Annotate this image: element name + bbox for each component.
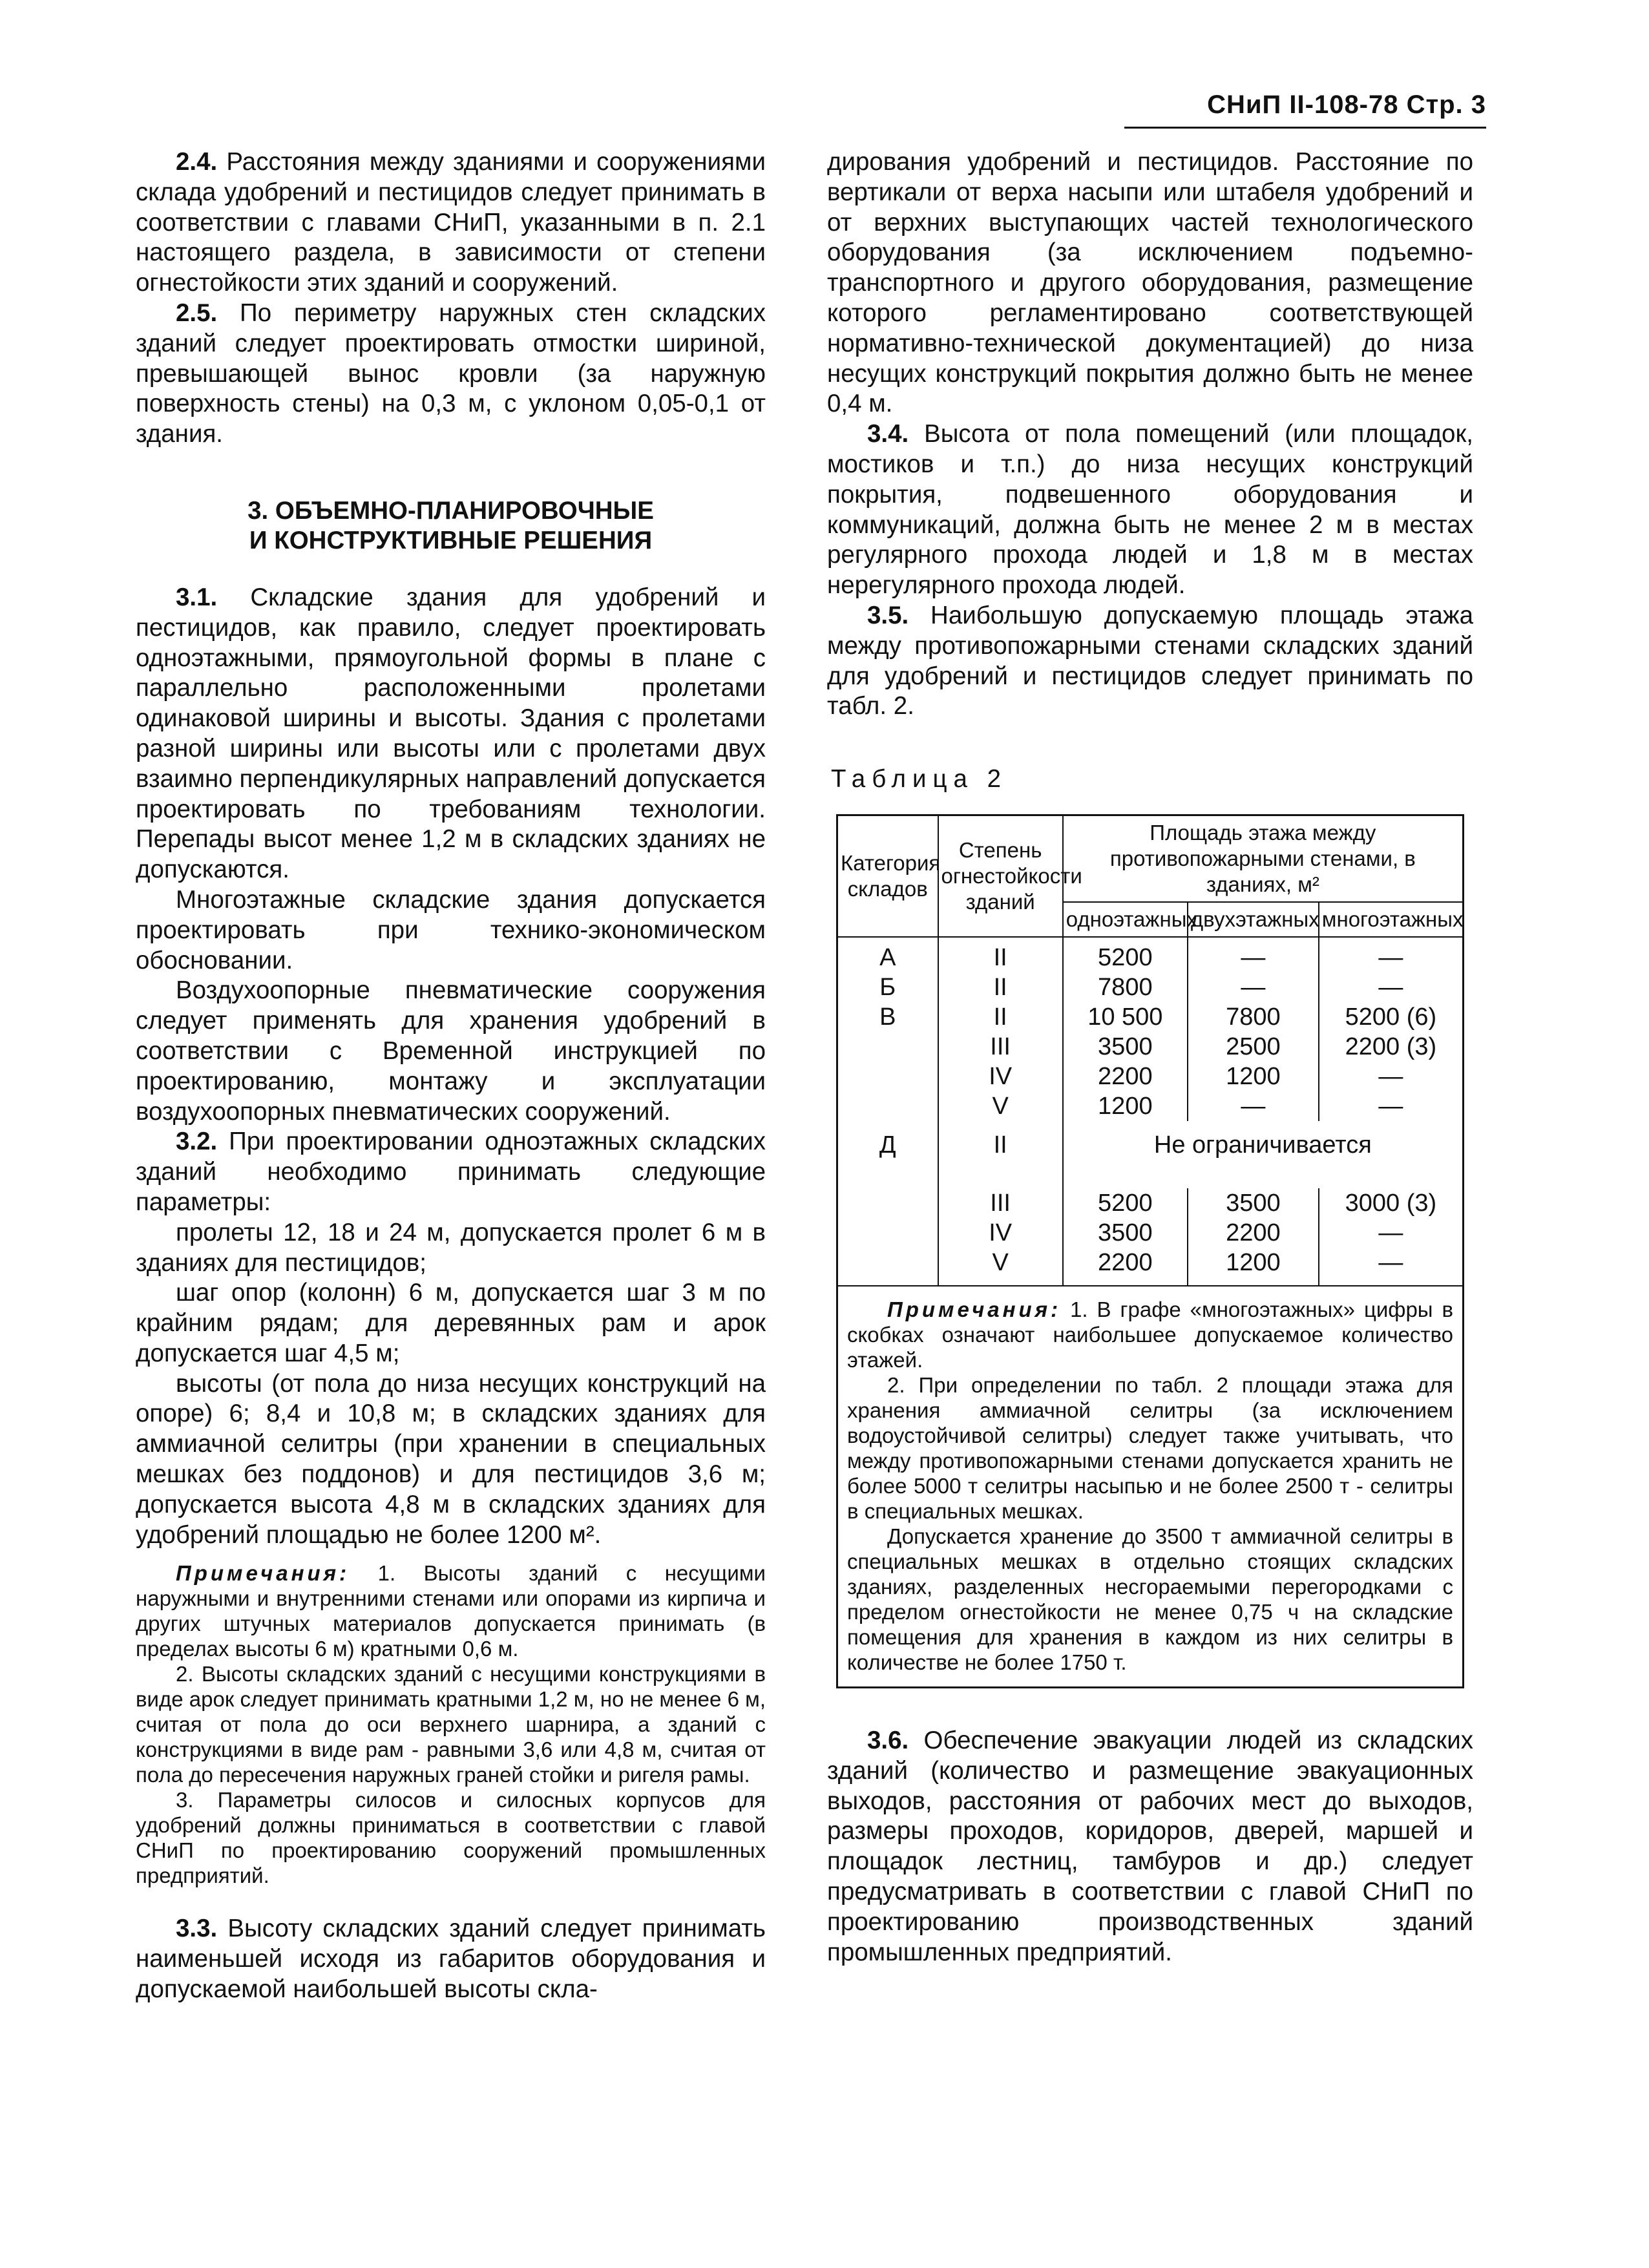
paragraph-text: Расстояния между зданиями и сооружениями склада удобрений и пестицидов следует принимать в соответствии с главами СНиП, указанными в п. 2.1 настоящего раздела, в зависимости от степени огнестойкости этих зданий и сооружений.	[136, 148, 766, 297]
header-multi-storey: многоэтажных	[1319, 902, 1462, 937]
table-cell: 2200	[1063, 1062, 1188, 1091]
section-title	[136, 496, 766, 556]
paragraph-2-5	[136, 299, 766, 450]
page-header: СНиП II-108-78 Стр. 3	[1207, 90, 1486, 119]
table-notes	[838, 1285, 1462, 1686]
table-cell: 10 500	[1063, 1002, 1188, 1032]
paragraph-3-5	[827, 601, 1473, 722]
table-cell	[838, 1248, 938, 1285]
paragraph-number: 3.6.	[867, 1726, 909, 1754]
table-cell	[838, 1188, 938, 1218]
table-cell: 2200	[1188, 1218, 1319, 1248]
paragraph-2-4	[136, 147, 766, 299]
table-cell	[838, 1062, 938, 1091]
table-row	[838, 1188, 1462, 1218]
table-row	[838, 1218, 1462, 1248]
header-fire-resistance: Степень огнестойкости зданий	[938, 816, 1063, 937]
table-cell: IV	[938, 1062, 1063, 1091]
table-cell: —	[1319, 972, 1462, 1002]
right-column	[827, 147, 1473, 1968]
note-1	[136, 1560, 766, 1661]
section-title-line: 3. ОБЪЕМНО-ПЛАНИРОВОЧНЫЕ	[247, 496, 654, 525]
table-cell: II	[938, 1121, 1063, 1160]
table-cell: Д	[879, 1131, 896, 1159]
notes-block	[136, 1560, 766, 1888]
paragraph-text: Обеспечение эвакуации людей из складских зданий (количество и размещение эвакуационных выходов, расстояния от рабочих мест до выходов, размеры проходов, коридоров, дверей, маршей и площадок лестниц, тамбуров и др.) следует предусматривать в соответствии с главой СНиП по проектированию производственных зданий промышленных предприятий.	[827, 1726, 1473, 1966]
paragraph-3-2	[136, 1127, 766, 1217]
paragraph-number: 3.2.	[176, 1128, 218, 1156]
list-item-pitch: шаг опор (колонн) 6 м, допускается шаг 3 м по крайним рядам; для деревянных рам и арок допускается шаг 4,5 м;	[136, 1279, 766, 1367]
table-row	[838, 1121, 1462, 1160]
paragraph-text: Наибольшую допускаемую площадь этажа между противопожарными стенами складских зданий для удобрений и пестицидов следует принимать по табл. 2.	[827, 601, 1473, 720]
paragraph-3-6	[827, 1726, 1473, 1968]
paragraph-number: 2.5.	[176, 299, 218, 327]
table-cell: 3500	[1063, 1218, 1188, 1248]
note-text: 1. В графе «многоэтажных» цифры в скобках означают наибольшее допускаемое количество этажей.	[847, 1297, 1454, 1372]
header-floor-area: Площадь этажа между противопожарными стенами, в зданиях, м²	[1063, 816, 1462, 902]
table-cell: 7800	[1063, 972, 1188, 1002]
paragraph-number: 3.1.	[176, 583, 218, 611]
table-row	[838, 1002, 1462, 1032]
table-cell	[838, 1091, 938, 1121]
table-note-1	[847, 1297, 1453, 1372]
table-note-3: Допускается хранение до 3500 т аммиачной селитры в специальных мешках в отдельно стоящих складских зданиях, разделенных несгораемыми перегородками с пределом огнестойкости не менее 0,75 ч на складские помещения для хранения в каждом из них селитры в количестве не более 1750 т.	[847, 1524, 1453, 1674]
paragraph-number: 3.5.	[867, 601, 909, 629]
paragraph-text: Высота от пола помещений (или площадок, мостиков и т.п.) до низа несущих конструкций покрытия, подвешенного оборудования и коммуникаций, должна быть не менее 2 м в местах регулярного прохода людей и 1,8 м в местах нерегулярного прохода людей.	[827, 420, 1473, 600]
table-cell: 5200	[1063, 1188, 1188, 1218]
table-cell: А	[879, 943, 896, 971]
table-row	[838, 937, 1462, 972]
paragraph-text: При проектировании одноэтажных складских зданий необходимо принимать следующие параметры:	[136, 1128, 766, 1216]
table-cell: 3000 (3)	[1319, 1188, 1462, 1218]
paragraph-text: Высоту складских зданий следует принимать наименьшей исходя из габаритов оборудования и допускаемой наибольшей высоты скла-	[136, 1915, 766, 2004]
table-row	[838, 1091, 1462, 1121]
paragraph-3-1	[136, 583, 766, 885]
table-cell: 5200 (6)	[1319, 1002, 1462, 1032]
table-cell: III	[938, 1032, 1063, 1062]
table-cell: Б	[879, 973, 896, 1001]
table-cell: IV	[938, 1218, 1063, 1248]
header-one-storey: одноэтажных	[1063, 902, 1188, 937]
table-row-spacer	[838, 1160, 1462, 1188]
table-cell: 5200	[1063, 937, 1188, 972]
table-cell: II	[938, 1002, 1063, 1032]
table-cell: III	[938, 1188, 1063, 1218]
floor-area-table	[838, 816, 1462, 1285]
note-text: 1. Высоты зданий с несущими наружными и внутренними стенами или опорами из кирпича и других штучных материалов допускается принимать (в пределах высоты 6 м) кратными 0,6 м.	[136, 1561, 766, 1661]
table-cell	[838, 1218, 938, 1248]
paragraph-number: 3.4.	[867, 420, 909, 448]
table-cell: 2200	[1063, 1248, 1188, 1285]
table-cell-unlimited: Не ограничивается	[1063, 1121, 1462, 1160]
table-cell: 1200	[1063, 1091, 1188, 1121]
paragraph-number: 3.3.	[176, 1915, 218, 1943]
table-caption: Таблица 2	[831, 765, 1008, 793]
note-2: 2. Высоты складских зданий с несущими конструкциями в виде арок следует принимать кратными 1,2 м, но не менее 6 м, считая от пола до оси верхнего шарнира, а зданий с конструкциями в виде рам - равными 3,6 или 4,8 м, считая от пола до пересечения наружных граней стойки и ригеля рамы.	[136, 1662, 766, 1787]
paragraph-3-1-pneumatic: Воздухоопорные пневматические сооружения следует применять для хранения удобрений в соответствии с Временной инструкцией по проектированию, монтажу и эксплуатации воздухоопорных пневматических сооружений.	[136, 976, 766, 1126]
header-two-storey: двухэтажных	[1188, 902, 1319, 937]
paragraph-text: Складские здания для удобрений и пестицидов, как правило, следует проектировать одноэтажными, прямоугольной формы в плане с параллельно расположенными пролетами одинаковой ширины и высоты. Здания с пролетами разной ширины или высоты или с пролетами двух взаимно перпендикулярных направлений допускается проектировать по требованиям технологии. Перепады высот менее 1,2 м в складских зданиях не допускаются.	[136, 583, 766, 884]
notes-label: Примечания:	[887, 1297, 1062, 1321]
paragraph-number: 2.4.	[176, 148, 218, 176]
paragraph-3-1-multistorey: Многоэтажные складские здания допускается проектировать при технико-экономическом обосновании.	[136, 885, 766, 974]
table-cell: —	[1319, 937, 1462, 972]
table-cell: 7800	[1188, 1002, 1319, 1032]
paragraph-text: По периметру наружных стен складских зданий следует проектировать отмостки шириной, превышающей вынос кровли (за наружную поверхность стены) на 0,3 м, с уклоном 0,05-0,1 от здания.	[136, 299, 766, 448]
table-cell: V	[938, 1248, 1063, 1285]
table-cell: V	[938, 1091, 1063, 1121]
table-cell: 2200 (3)	[1319, 1032, 1462, 1062]
table-cell	[838, 1032, 938, 1062]
paragraph-3-3-continued: дирования удобрений и пестицидов. Расстояние по вертикали от верха насыпи или штабеля удобрений и от верхних выступающих частей технологического оборудования (за исключением подъемно-транспортного и другого оборудования, размещение которого регламентировано соответствующей нормативно-технической документацией) до низа несущих конструкций покрытия должно быть не менее 0,4 м.	[827, 148, 1473, 418]
table-cell: —	[1319, 1091, 1462, 1121]
table-2	[836, 814, 1464, 1688]
table-cell: —	[1319, 1248, 1462, 1285]
table-cell: В	[879, 1003, 896, 1031]
table-cell: 3500	[1063, 1032, 1188, 1062]
table-row	[838, 972, 1462, 1002]
left-column	[136, 147, 766, 2005]
list-item-spans: пролеты 12, 18 и 24 м, допускается пролет 6 м в зданиях для пестицидов;	[136, 1218, 766, 1277]
table-cell: II	[938, 937, 1063, 972]
section-title-line: И КОНСТРУКТИВНЫЕ РЕШЕНИЯ	[249, 526, 653, 554]
table-cell: —	[1319, 1062, 1462, 1091]
paragraph-3-3	[136, 1914, 766, 2004]
table-cell: —	[1188, 972, 1319, 1002]
table-cell: 1200	[1188, 1248, 1319, 1285]
notes-label: Примечания:	[176, 1561, 350, 1586]
header-rule	[1124, 127, 1486, 129]
table-row	[838, 1248, 1462, 1285]
table-cell: —	[1319, 1218, 1462, 1248]
table-cell: —	[1188, 937, 1319, 972]
table-cell: 3500	[1188, 1188, 1319, 1218]
header-category: Категория складов	[838, 816, 938, 937]
table-cell: —	[1188, 1091, 1319, 1121]
table-cell: II	[938, 972, 1063, 1002]
list-item-heights: высоты (от пола до низа несущих конструкций на опоре) 6; 8,4 и 10,8 м; в складских зданиях для аммиачной селитры (при хранении в специальных мешках без поддонов) и для пестицидов 3,6 м; допускается высота 4,8 м в складских зданиях для удобрений площадью не более 1200 м².	[136, 1369, 766, 1549]
table-row	[838, 1032, 1462, 1062]
table-cell: 2500	[1188, 1032, 1319, 1062]
paragraph-3-4	[827, 419, 1473, 601]
table-cell: 1200	[1188, 1062, 1319, 1091]
note-3: 3. Параметры силосов и силосных корпусов для удобрений должны приниматься в соответствии с главой СНиП по проектированию сооружений промышленных предприятий.	[136, 1788, 766, 1888]
table-note-2: 2. При определении по табл. 2 площади этажа для хранения аммиачной селитры (за исключением водоустойчивой селитры) следует также учитывать, что между противопожарными стенами допускается хранить не более 5000 т селитры насыпью и не более 2500 т - селитры в специальных мешках.	[847, 1372, 1453, 1523]
table-row	[838, 1062, 1462, 1091]
